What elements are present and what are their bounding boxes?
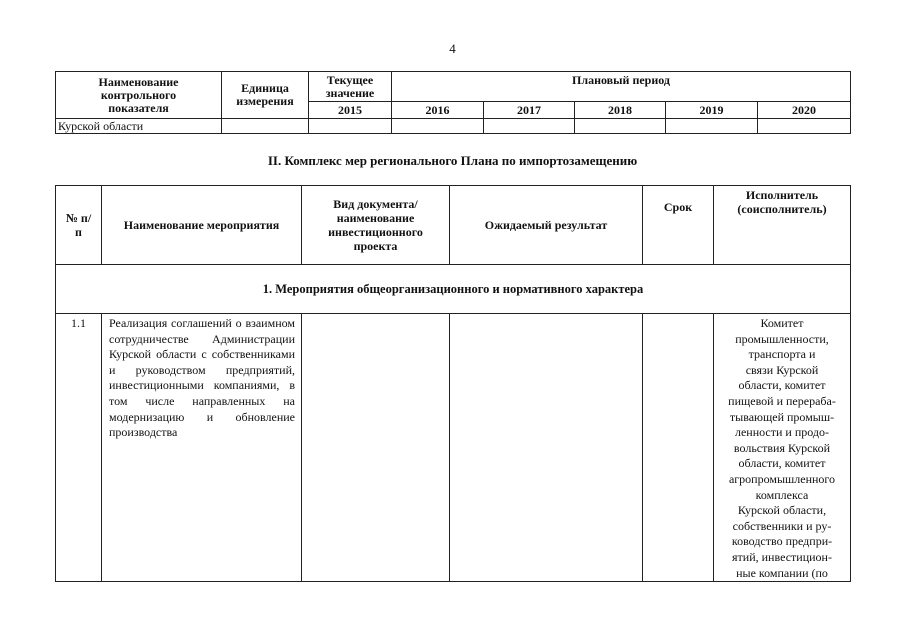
indicators-table [55,71,851,134]
year-header: 2017 [484,102,575,119]
executor-header: Исполнитель (соисполнитель) [714,186,851,265]
section-title: II. Комплекс мер регионального Плана по импортозамещению [267,153,638,168]
executor-line: промышленности, [735,331,829,346]
value-cell [484,119,575,134]
executor-line: вольствия Курской [733,440,831,455]
year-header: 2019 [666,102,758,119]
year-header: 2018 [575,102,666,119]
current-value-header: Текущее значение [309,72,392,102]
year-header: 2020 [758,102,851,119]
indicator-name-cell: Курской области [56,119,222,134]
executor-line: транспорта и [748,347,816,362]
executor-cell [714,314,851,582]
executor-line: ководство предпри- [731,534,833,549]
executor-line: Комитет [760,316,804,330]
executor-line: комплекса [755,487,809,502]
executor-line: пищевой и перераба- [728,393,836,408]
plan-period-header: Плановый период [392,72,851,102]
executor-line: ленности и продо- [734,425,830,440]
executor-line: агропромышленного [728,471,836,486]
group-title: 1. Мероприятия общеорганизационного и нормативного характера [56,265,851,314]
term-header: Срок [643,186,714,265]
executor-line: ные компании (по [736,565,828,580]
document-cell [302,314,450,582]
measure-number: 1.1 [56,314,102,582]
table-row [56,314,851,582]
num-header: № п/п [56,186,102,265]
term-cell [643,314,714,582]
page-number: 4 [449,41,456,56]
value-cell [575,119,666,134]
executor-line: области, комитет [738,456,826,471]
value-cell [666,119,758,134]
executor-line: собственники и ру- [732,518,832,533]
indicator-name-header: Наименование контрольного показателя [56,72,222,119]
expected-result-cell [450,314,643,582]
executor-line: тывающей промыш- [729,409,835,424]
table-row [56,119,851,134]
executor-line: области, комитет [738,378,826,393]
expected-result-header: Ожидаемый результат [450,186,643,265]
year-header: 2015 [309,102,392,119]
measure-name-header: Наименование мероприятия [102,186,302,265]
executor-line: ятий, инвестицион- [732,549,832,564]
document-header: Вид документа/ наименование инвестиционного проекта [302,186,450,265]
measures-table [55,185,851,582]
value-cell [758,119,851,134]
executor-line: связи Курской [745,362,819,377]
measure-name: Реализация соглашений о взаимном сотрудничестве Администрации Курской области с собственниками и руководством предприятий, инвестиционными компаниями, в том числе направленных на модернизацию и обновление производства [102,314,302,582]
executor-line: Курской области, [737,503,827,518]
value-cell [309,119,392,134]
unit-cell [222,119,309,134]
value-cell [392,119,484,134]
year-header: 2016 [392,102,484,119]
unit-header: Единица измерения [222,72,309,119]
